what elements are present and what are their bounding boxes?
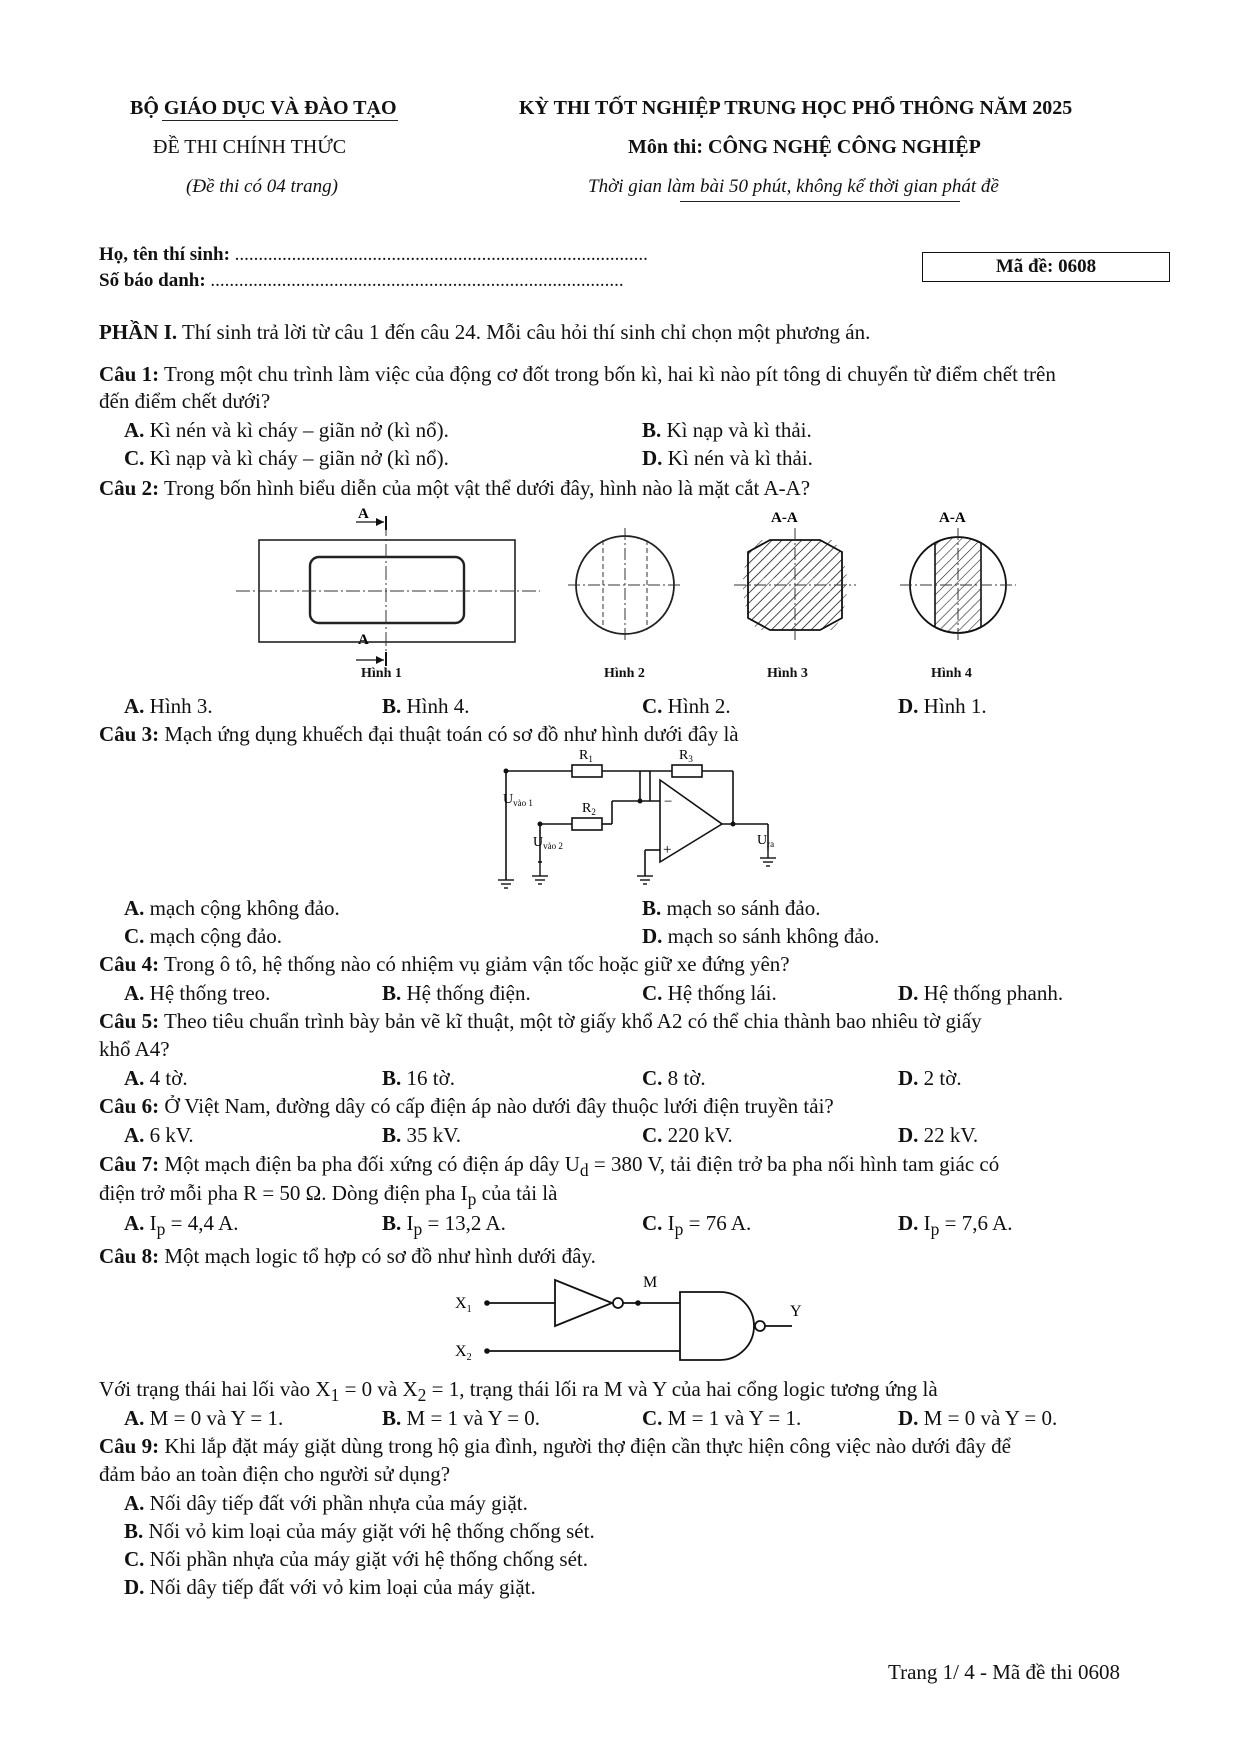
q5-option-d[interactable]: D. 2 tờ. (898, 1066, 962, 1090)
part1-label: PHẦN I. (99, 320, 178, 344)
q2-option-a[interactable]: A. Hình 3. (124, 694, 213, 718)
q5-text-1: Theo tiêu chuẩn trình bày bản vẽ kĩ thuật, một tờ giấy khổ A2 có thể chia thành bao nhiêu tờ giấy (163, 1009, 982, 1033)
q6-stem (99, 1092, 834, 1120)
opamp-circuit (0, 740, 1241, 890)
q9-option-c[interactable]: C. Nối phần nhựa của máy giặt với hệ thống chống sét. (124, 1547, 588, 1571)
r2-label: $R_2$ (582, 801, 596, 817)
q7-option-b[interactable]: B. $I_p = 13,2$ A. (382, 1211, 506, 1240)
q4-stem (99, 950, 790, 978)
u-in2-label: $U_{vào 2}$ (533, 835, 563, 851)
q2-text: Trong bốn hình biểu diễn của một vật thể dưới đây, hình nào là mặt cắt A-A? (163, 476, 811, 500)
q1-option-c[interactable]: C. Kì nạp và kì cháy – giãn nở (kì nổ). (124, 446, 449, 470)
figure-3 (734, 510, 856, 642)
q7-option-c[interactable]: C. $I_p = 76$ A. (642, 1211, 752, 1240)
figure-1 (236, 506, 540, 666)
q1-option-d[interactable]: D. Kì nén và kì thải. (642, 446, 813, 470)
q5-stem-line2: khổ A4? (99, 1037, 170, 1061)
q6-option-c[interactable]: C. 220 kV. (642, 1123, 733, 1147)
q4-text: Trong ô tô, hệ thống nào có nhiệm vụ giảm vận tốc hoặc giữ xe đứng yên? (163, 952, 790, 976)
figure-4-label: Hình 4 (931, 666, 972, 681)
subject-line (628, 136, 981, 159)
opamp-minus: − (664, 794, 673, 810)
y-label: Y (790, 1303, 802, 1320)
figure-4 (900, 510, 1016, 642)
figure-2 (568, 528, 682, 642)
q6-text: Ở Việt Nam, đường dây có cấp điện áp nào dưới đây thuộc lưới điện truyền tải? (164, 1094, 834, 1118)
candidate-id-dots: ....................................................................................... (210, 270, 624, 291)
part1-text: Thí sinh trả lời từ câu 1 đến câu 24. Mỗi câu hỏi thí sinh chỉ chọn một phương án. (182, 320, 871, 344)
q1-stem-line2: đến điểm chết dưới? (99, 389, 271, 413)
r1-label: $R_1$ (579, 748, 593, 764)
q3-option-a[interactable]: A. mạch cộng không đảo. (124, 896, 340, 920)
q5-option-c[interactable]: C. 8 tờ. (642, 1066, 706, 1090)
q8-stem (99, 1242, 596, 1270)
q9-option-d[interactable]: D. Nối dây tiếp đất với vỏ kim loại của máy giặt. (124, 1575, 536, 1599)
q2-label: Câu 2: (99, 476, 160, 500)
q5-stem-line1 (99, 1007, 982, 1035)
q8-option-d[interactable]: D. M = 0 và Y = 0. (898, 1406, 1058, 1430)
exam-code-box (922, 252, 1170, 282)
q9-stem-line2: đảm bảo an toàn điện cho người sử dụng? (99, 1462, 451, 1486)
q8-option-b[interactable]: B. M = 1 và Y = 0. (382, 1406, 541, 1430)
q1-option-b[interactable]: B. Kì nạp và kì thải. (642, 418, 812, 442)
q5-option-b[interactable]: B. 16 tờ. (382, 1066, 455, 1090)
q2-option-d[interactable]: D. Hình 1. (898, 694, 987, 718)
q8-label: Câu 8: (99, 1244, 160, 1268)
q5-label: Câu 5: (99, 1009, 160, 1033)
q9-option-a[interactable]: A. Nối dây tiếp đất với phần nhựa của máy giặt. (124, 1491, 528, 1515)
subject-name: CÔNG NGHỆ CÔNG NGHIỆP (708, 136, 981, 158)
q3-text: Mạch ứng dụng khuếch đại thuật toán có sơ đồ như hình dưới đây là (164, 722, 739, 746)
q7-stem-line2: điện trở mỗi pha R = 50 Ω. Dòng điện pha $I_p$ của tải là (99, 1181, 558, 1210)
q8-condition: Với trạng thái hai lối vào $X_1 = 0$ và $X_2 = 1$, trạng thái lối ra M và Y của hai cổng logic tương ứng là (99, 1377, 938, 1406)
q6-option-a[interactable]: A. 6 kV. (124, 1123, 194, 1147)
candidate-name-label: Họ, tên thí sinh: (99, 244, 230, 265)
q1-label: Câu 1: (99, 362, 160, 386)
q7-stem-line1: Câu 7: Một mạch điện ba pha đối xứng có điện áp dây $U_d = 380$ V, tải điện trở ba pha nối hình tam giác có (99, 1152, 1000, 1181)
figure-2-label: Hình 2 (604, 666, 645, 681)
figure-3-label: Hình 3 (767, 666, 808, 681)
x1-label: $X_1$ (455, 1295, 472, 1315)
u-in1-label: $U_{vào 1}$ (503, 792, 533, 808)
q6-label: Câu 6: (99, 1094, 160, 1118)
q8-text: Một mạch logic tổ hợp có sơ đồ như hình dưới đây. (164, 1244, 596, 1268)
ministry-name: BỘ GIÁO DỤC VÀ ĐÀO TẠO (130, 97, 397, 119)
q4-option-c[interactable]: C. Hệ thống lái. (642, 981, 777, 1005)
q9-stem-line1 (99, 1432, 1011, 1460)
m-label: M (643, 1274, 658, 1291)
figure-1-label: Hình 1 (361, 666, 402, 681)
x2-label: $X_2$ (455, 1343, 472, 1363)
exam-title: KỲ THI TỐT NGHIỆP TRUNG HỌC PHỔ THÔNG NĂM 2025 (519, 97, 1073, 119)
candidate-id-row (99, 270, 624, 292)
pages-note: (Đề thi có 04 trang) (186, 176, 338, 197)
candidate-name-dots: ....................................................................................... (234, 244, 648, 265)
part1-instruction (99, 318, 870, 346)
q7-label: Câu 7: (99, 1152, 160, 1176)
q1-text-1: Trong một chu trình làm việc của động cơ đốt trong bốn kì, hai kì nào pít tông di chuyển từ điểm chết trên (163, 362, 1056, 386)
q6-option-b[interactable]: B. 35 kV. (382, 1123, 461, 1147)
q6-option-d[interactable]: D. 22 kV. (898, 1123, 979, 1147)
exam-code-value: 0608 (1058, 256, 1097, 277)
q4-option-d[interactable]: D. Hệ thống phanh. (898, 981, 1064, 1005)
q4-option-a[interactable]: A. Hệ thống treo. (124, 981, 271, 1005)
q4-option-b[interactable]: B. Hệ thống điện. (382, 981, 531, 1005)
subject-label: Môn thi: (628, 136, 703, 158)
section-drawings (0, 500, 1241, 680)
q3-option-d[interactable]: D. mạch so sánh không đảo. (642, 924, 880, 948)
q9-text-1: Khi lắp đặt máy giặt dùng trong hộ gia đình, người thợ điện cần thực hiện công việc nào dưới đây để (164, 1434, 1011, 1458)
header-underline-left (162, 120, 398, 121)
q2-stem (99, 474, 810, 502)
time-note: Thời gian làm bài 50 phút, không kể thời gian phát đề (588, 176, 999, 197)
opamp-plus: + (663, 842, 672, 858)
q8-option-c[interactable]: C. M = 1 và Y = 1. (642, 1406, 802, 1430)
r3-label: $R_3$ (679, 748, 693, 764)
official-exam-label: ĐỀ THI CHÍNH THỨC (153, 136, 347, 158)
q7-option-a[interactable]: A. $I_p = 4,4$ A. (124, 1211, 239, 1240)
q5-option-a[interactable]: A. 4 tờ. (124, 1066, 188, 1090)
q3-option-c[interactable]: C. mạch cộng đảo. (124, 924, 283, 948)
figure-3-title: A-A (771, 510, 798, 526)
page-footer: Trang 1/ 4 - Mã đề thi 0608 (888, 1660, 1120, 1684)
u-out-label: $U_{ra}$ (757, 833, 775, 849)
exam-code-label: Mã đề: (995, 256, 1054, 277)
candidate-name-row (99, 244, 648, 266)
q9-label: Câu 9: (99, 1434, 160, 1458)
q1-option-a[interactable]: A. Kì nén và kì cháy – giãn nở (kì nổ). (124, 418, 449, 442)
q2-option-c[interactable]: C. Hình 2. (642, 694, 731, 718)
q1-stem-line1 (99, 360, 1056, 388)
q8-option-a[interactable]: A. M = 0 và Y = 1. (124, 1406, 284, 1430)
q2-option-b[interactable]: B. Hình 4. (382, 694, 470, 718)
section-mark-top: A (358, 506, 369, 522)
q7-option-d[interactable]: D. $I_p = 7,6$ A. (898, 1211, 1013, 1240)
q3-option-b[interactable]: B. mạch so sánh đảo. (642, 896, 821, 920)
header-underline-right (680, 201, 960, 202)
q3-label: Câu 3: (99, 722, 160, 746)
figure-4-title: A-A (939, 510, 966, 526)
q4-label: Câu 4: (99, 952, 160, 976)
candidate-id-label: Số báo danh: (99, 270, 206, 291)
section-mark-bottom: A (358, 632, 369, 648)
q9-option-b[interactable]: B. Nối vỏ kim loại của máy giặt với hệ thống chống sét. (124, 1519, 595, 1543)
logic-circuit (0, 1268, 1241, 1368)
